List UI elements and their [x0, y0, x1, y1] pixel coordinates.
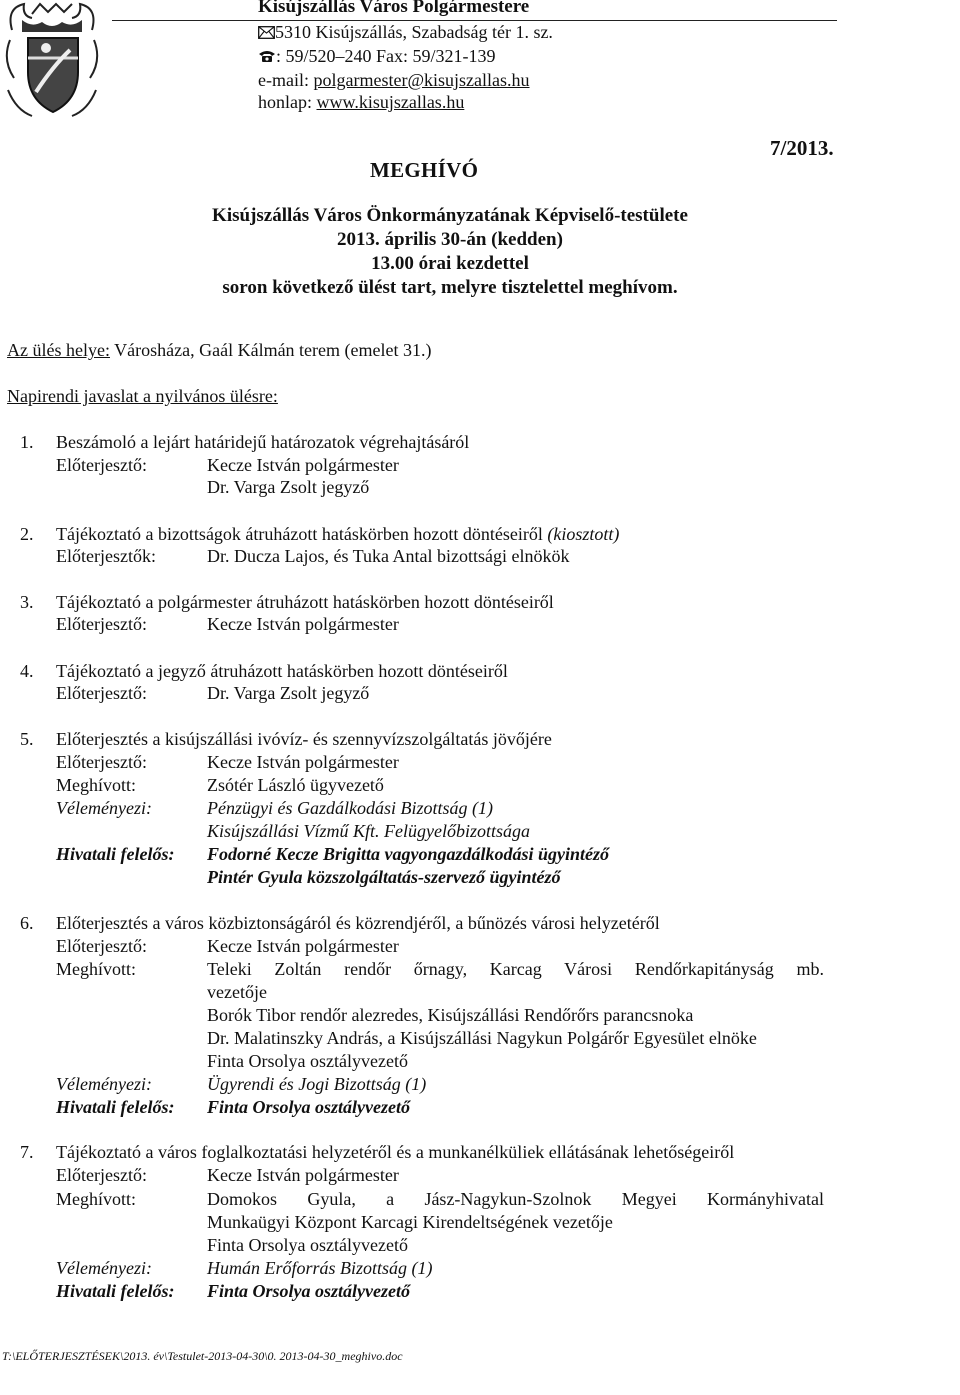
item-5-invited: Zsótér László ügyvezető [207, 775, 384, 795]
meeting-place [7, 340, 432, 361]
item-3-presenter: Kecze István polgármester [207, 614, 399, 634]
item-2-title [56, 524, 619, 545]
invitation-line-3: 13.00 órai kezdettel [371, 253, 529, 274]
item-7-presenter-label: Előterjesztő: [56, 1165, 147, 1185]
phone-fax [258, 46, 496, 67]
item-5-responsible-label: Hivatali felelős: [56, 844, 175, 864]
item-6-title: Előterjesztés a város közbiztonságáról és közrendjéről, a bűnözés városi helyzetéről [56, 913, 660, 933]
item-2-presenter: Dr. Ducza Lajos, és Tuka Antal bizottsági elnökök [207, 546, 570, 566]
email-link[interactable]: polgarmester@kisujszallas.hu [313, 70, 530, 90]
item-7-invited-1: Domokos Gyula, a Jász-Nagykun-Szolnok Megyei Kormányhivatal [207, 1189, 824, 1209]
item-2-note: (kiosztott) [547, 524, 620, 544]
item-6-opinion-1: Ügyrendi és Jogi Bizottság (1) [207, 1074, 427, 1094]
header-divider [112, 20, 837, 21]
document-number: 7/2013. [770, 136, 834, 160]
item-6-presenter-label: Előterjesztő: [56, 936, 147, 956]
item-1-title: Beszámoló a lejárt határidejű határozatok végrehajtásáról [56, 432, 470, 452]
item-7-presenter: Kecze István polgármester [207, 1165, 399, 1185]
item-5-invited-label: Meghívott: [56, 775, 136, 795]
email-label: e-mail: [258, 70, 314, 90]
item-5-responsible-2: Pintér Gyula közszolgáltatás-szervező ügyintéző [207, 867, 561, 887]
web-link[interactable]: www.kisujszallas.hu [316, 92, 465, 112]
item-7-responsible-1: Finta Orsolya osztályvezető [207, 1281, 410, 1301]
item-7-invited-1b: Munkaügyi Központ Karcagi Kirendeltségének vezetője [207, 1212, 613, 1232]
item-5-number: 5. [20, 729, 34, 749]
item-6-responsible-label: Hivatali felelős: [56, 1097, 175, 1117]
item-6-presenter: Kecze István polgármester [207, 936, 399, 956]
item-1-presenter: Kecze István polgármester [207, 455, 399, 475]
item-6-invited-3: Dr. Malatinszky András, a Kisújszállási Nagykun Polgárőr Egyesület elnöke [207, 1028, 757, 1048]
item-4-presenter-label: Előterjesztő: [56, 683, 147, 703]
item-5-presenter: Kecze István polgármester [207, 752, 399, 772]
item-5-opinion-1: Pénzügyi és Gazdálkodási Bizottság (1) [207, 798, 493, 818]
item-7-invited-label: Meghívott: [56, 1189, 136, 1209]
item-5-presenter-label: Előterjesztő: [56, 752, 147, 772]
item-3-presenter-label: Előterjesztő: [56, 614, 147, 634]
item-6-number: 6. [20, 913, 34, 933]
web-label: honlap: [258, 92, 317, 112]
item-2-title-text: Tájékoztató a bizottságok átruházott hatáskörben hozott döntéseiről [56, 524, 548, 544]
agenda-heading: Napirendi javaslat a nyilvános ülésre: [7, 386, 278, 406]
postal-address [258, 22, 553, 43]
item-6-responsible-1: Finta Orsolya osztályvezető [207, 1097, 410, 1117]
invitation-line-4: soron következő ülést tart, melyre tisztelettel meghívom. [222, 277, 678, 298]
telephone-icon [258, 49, 276, 63]
item-6-invited-1b: vezetője [207, 982, 267, 1002]
item-1-presenter-2: Dr. Varga Zsolt jegyző [207, 477, 370, 497]
invitation-line-1: Kisújszállás Város Önkormányzatának Képviselő-testülete [212, 205, 688, 226]
item-1-presenter-label: Előterjesztő: [56, 455, 147, 475]
email-line [258, 70, 530, 91]
item-2-number: 2. [20, 524, 34, 544]
item-6-invited-label: Meghívott: [56, 959, 136, 979]
item-6-opinion-label: Véleményezi: [56, 1074, 152, 1094]
invitation-title: MEGHÍVÓ [370, 158, 479, 182]
invitation-line-2: 2013. április 30-án (kedden) [337, 229, 563, 250]
item-7-opinion-label: Véleményezi: [56, 1258, 152, 1278]
meeting-place-value: Városháza, Gaál Kálmán terem (emelet 31.) [109, 340, 432, 360]
item-1-number: 1. [20, 432, 34, 452]
phone-fax-text: : 59/520–240 Fax: 59/321-139 [276, 46, 496, 66]
item-4-number: 4. [20, 661, 34, 681]
postal-address-text: 5310 Kisújszállás, Szabadság tér 1. sz. [275, 22, 553, 42]
file-path-footer: T:\ELŐTERJESZTÉSEK\2013. év\Testulet-2013-04-30\0. 2013-04-30_meghivo.doc [2, 1349, 403, 1363]
office-title: Kisújszállás Város Polgármestere [258, 0, 530, 17]
item-7-number: 7. [20, 1142, 34, 1162]
item-6-invited-2: Borók Tibor rendőr alezredes, Kisújszállási Rendőrőrs parancsnoka [207, 1005, 694, 1025]
envelope-icon [258, 26, 275, 39]
item-5-title: Előterjesztés a kisújszállási ivóvíz- és szennyvízszolgáltatás jövőjére [56, 729, 552, 749]
item-4-title: Tájékoztató a jegyző átruházott hatáskörben hozott döntéseiről [56, 661, 508, 681]
item-6-invited-4: Finta Orsolya osztályvezető [207, 1051, 408, 1071]
item-5-opinion-2: Kisújszállási Vízmű Kft. Felügyelőbizottsága [207, 821, 531, 841]
item-3-title: Tájékoztató a polgármester átruházott hatáskörben hozott döntéseiről [56, 592, 554, 612]
item-3-number: 3. [20, 592, 34, 612]
item-7-responsible-label: Hivatali felelős: [56, 1281, 175, 1301]
item-5-opinion-label: Véleményezi: [56, 798, 152, 818]
item-2-presenter-label: Előterjesztők: [56, 546, 156, 566]
coat-of-arms-icon [2, 0, 102, 120]
web-line [258, 92, 464, 113]
item-6-invited-1: Teleki Zoltán rendőr őrnagy, Karcag Városi Rendőrkapitányság mb. [207, 959, 824, 979]
item-7-invited-2: Finta Orsolya osztályvezető [207, 1235, 408, 1255]
meeting-place-label: Az ülés helye: [7, 340, 110, 360]
item-7-title: Tájékoztató a város foglalkoztatási helyzetéről és a munkanélküliek ellátásának lehetőségeiről [56, 1142, 735, 1162]
item-7-opinion-1: Humán Erőforrás Bizottság (1) [207, 1258, 433, 1278]
item-5-responsible-1: Fodorné Kecze Brigitta vagyongazdálkodási ügyintéző [207, 844, 610, 864]
item-4-presenter: Dr. Varga Zsolt jegyző [207, 683, 370, 703]
